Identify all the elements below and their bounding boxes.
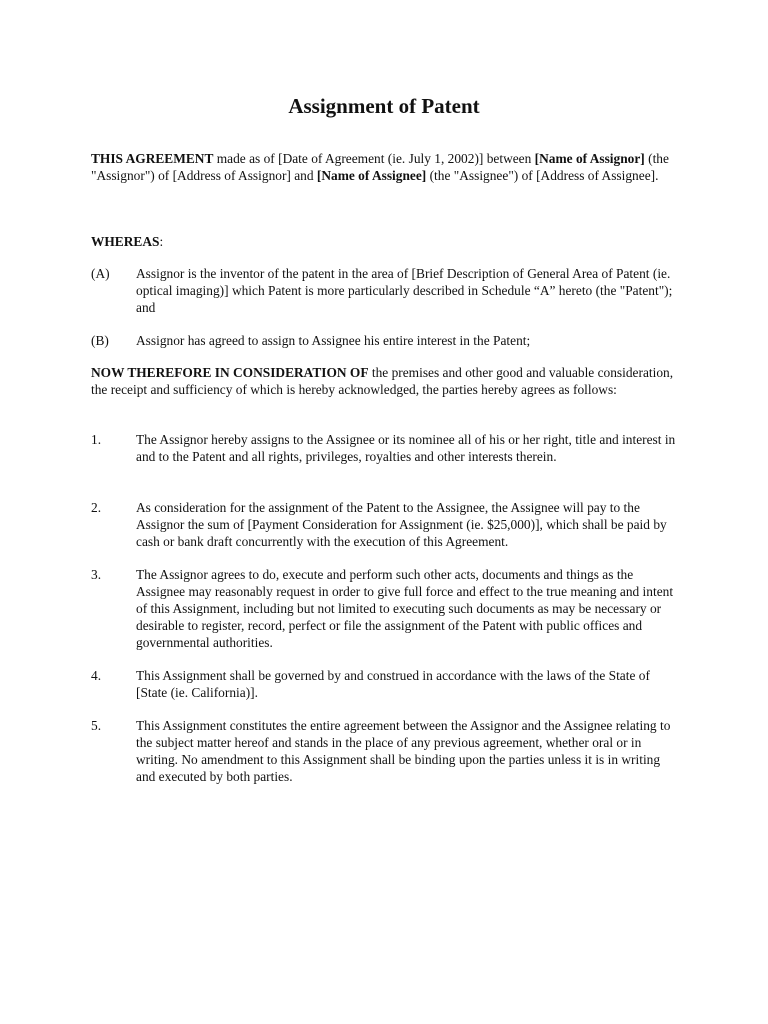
consideration-bold: NOW THEREFORE IN CONSIDERATION OF <box>91 365 369 380</box>
whereas-label: WHEREAS <box>91 234 160 249</box>
whereas-heading <box>91 233 677 250</box>
intro-bold-assignor: [Name of Assignor] <box>534 151 645 166</box>
recital-text: Assignor has agreed to assign to Assignee his entire interest in the Patent; <box>136 333 531 348</box>
recital-marker: (A) <box>91 266 110 281</box>
clause-text: The Assignor agrees to do, execute and perform such other acts, documents and things as the Assignee may reasonably request in order to give full force and effect to the true meaning and intent of this Assignment, including but not limited to executing such documents as may be necessary or desirable to register, record, perfect or file the assignment of the Patent with public offices and governmental authorities. <box>136 567 674 650</box>
intro-bold-this-agreement: THIS AGREEMENT <box>91 151 214 166</box>
intro-text-3: (the "Assignee") of [Address of Assignee]. <box>426 168 659 183</box>
consideration-paragraph <box>91 364 677 398</box>
clause-number: 5. <box>91 718 102 733</box>
clause-text: This Assignment shall be governed by and construed in accordance with the laws of the State of [State (ie. California)]. <box>136 668 650 700</box>
clause-text: As consideration for the assignment of the Patent to the Assignee, the Assignee will pay to the Assignor the sum of [Payment Consideration for Assignment (ie. $25,000)], which shall be paid by cash or bank draft concurrently with the execution of this Agreement. <box>136 500 667 549</box>
clause-number: 2. <box>91 500 102 515</box>
intro-bold-assignee: [Name of Assignee] <box>316 168 427 183</box>
consideration-text: the premises and other good and valuable consideration, the receipt and sufficiency of which is hereby acknowledged, the parties hereby agrees as follows: <box>91 365 674 397</box>
clause-number: 1. <box>91 432 102 447</box>
whereas-colon: : <box>159 234 164 249</box>
clause-number: 3. <box>91 567 102 582</box>
recital-text: Assignor is the inventor of the patent in the area of [Brief Description of General Area of Patent (ie. optical imaging)] which Patent is more particularly described in Schedule “A” hereto (the "Patent"); and <box>136 266 673 315</box>
recital-marker: (B) <box>91 333 109 348</box>
intro-text-1: made as of [Date of Agreement (ie. July 1, 2002)] between <box>213 151 535 166</box>
intro-text-2: (the "Assignor") of [Address of Assignor] and <box>91 151 669 183</box>
clause-text: This Assignment constitutes the entire agreement between the Assignor and the Assignee relating to the subject matter hereof and stands in the place of any previous agreement, whether oral or in writing. No amendment to this Assignment shall be binding upon the parties unless it is in writing and executed by both parties. <box>136 718 671 784</box>
document-title: Assignment of Patent <box>288 94 480 118</box>
intro-paragraph <box>91 150 677 184</box>
clause-number: 4. <box>91 668 102 683</box>
clause-text: The Assignor hereby assigns to the Assignee or its nominee all of his or her right, title and interest in and to the Patent and all rights, privileges, royalties and other interests therein. <box>136 432 676 464</box>
